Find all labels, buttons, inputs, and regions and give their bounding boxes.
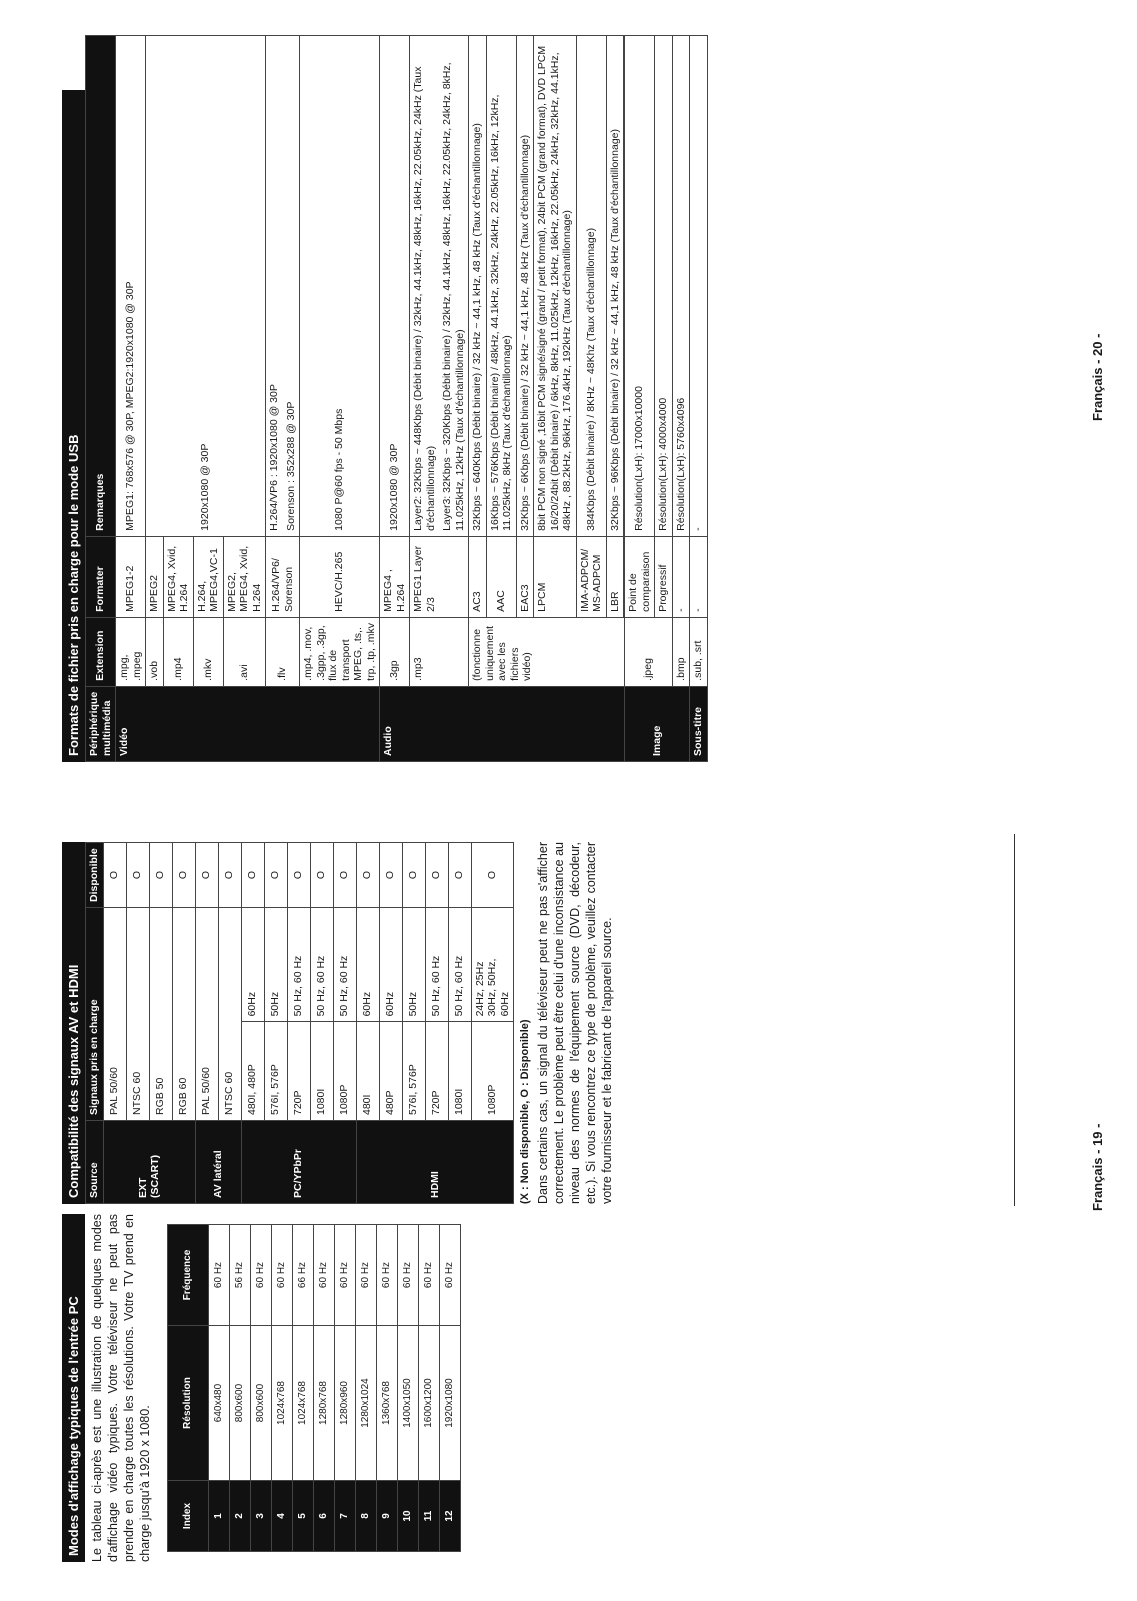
signal-cell: 1080I bbox=[448, 1022, 471, 1121]
table-row bbox=[251, 1225, 272, 1552]
table-row bbox=[377, 1225, 398, 1552]
table-row bbox=[356, 843, 379, 1204]
format-cell: MPEG1-2 bbox=[116, 536, 146, 617]
signal-cell: 480I bbox=[356, 1022, 379, 1121]
index-cell: 8 bbox=[356, 1481, 377, 1552]
index-cell: 2 bbox=[230, 1481, 251, 1552]
remarks-cell: Résolution(LxH): 17000x10000 bbox=[625, 36, 655, 537]
ext-cell: .jpeg bbox=[625, 617, 673, 686]
format-cell: Progressif bbox=[655, 536, 673, 617]
ext-cell: .vob bbox=[146, 617, 164, 686]
signal-cell: 1080I bbox=[310, 1022, 333, 1121]
frequency-cell: 60Hz bbox=[379, 908, 402, 1022]
availability-cell: O bbox=[195, 843, 218, 908]
remarks-cell: 16Kbps ~ 576Kbps (Débit binaire) / 48kHz, 44.1kHz, 32kHz, 24kHz, 22.05kHz, 16kHz, 12kHz, 11.025kHz, 8kHz (Taux d'échantillonnage) bbox=[486, 36, 516, 537]
usb-formats-section bbox=[62, 35, 708, 762]
ext-cell: .sub, .srt bbox=[690, 617, 708, 686]
frequency-cell: 50 Hz, 60 Hz bbox=[287, 908, 310, 1022]
ext-cell: .mp3 bbox=[410, 617, 469, 686]
format-cell: MPEG2 bbox=[146, 536, 164, 617]
index-cell: 10 bbox=[398, 1481, 419, 1552]
resolution-cell: 1280x768 bbox=[314, 1326, 335, 1481]
format-cell: LPCM bbox=[534, 536, 577, 617]
frequency-cell: 50 Hz, 60 Hz bbox=[448, 908, 471, 1022]
source-hdmi: HDMI bbox=[356, 1121, 514, 1204]
signal-cell: PAL 50/60 bbox=[195, 908, 218, 1121]
col-index: Index bbox=[168, 1481, 209, 1552]
frequency-cell: 60 Hz bbox=[377, 1225, 398, 1326]
ext-cell: .bmp bbox=[672, 617, 690, 686]
availability-cell: O bbox=[471, 843, 514, 908]
remarks-cell: Layer2: 32Kbps ~ 448Kbps (Débit binaire) / 32kHz, 44.1kHz, 48kHz, 16kHz, 22.05kHz, 24kHz (Taux d'échantillonnage) bbox=[410, 36, 440, 537]
index-cell: 4 bbox=[272, 1481, 293, 1552]
availability-cell: O bbox=[379, 843, 402, 908]
remarks-cell: 32Kbps ~ 96Kbps (Débit binaire) / 32 kHz ~ 44,1 kHz, 48 kHz (Taux d'échantillonnage) bbox=[606, 36, 624, 537]
index-cell: 5 bbox=[293, 1481, 314, 1552]
index-cell: 11 bbox=[419, 1481, 440, 1552]
table-row bbox=[398, 1225, 419, 1552]
resolution-cell: 1280x1024 bbox=[356, 1326, 377, 1481]
signal-cell: RGB 60 bbox=[172, 908, 195, 1121]
availability-cell: O bbox=[149, 843, 172, 908]
table-row bbox=[300, 36, 380, 762]
availability-legend: (X : Non disponible, O : Disponible) bbox=[519, 1019, 531, 1204]
remarks-cell: 32Kbps ~ 6Kbps (Débit binaire) / 32 kHz ~ 44,1 kHz, 48 kHz (Taux d'échantillonnage) bbox=[516, 36, 534, 537]
resolution-cell: 640x480 bbox=[209, 1326, 230, 1481]
availability-cell: O bbox=[264, 843, 287, 908]
resolution-cell: 800x600 bbox=[230, 1326, 251, 1481]
col-source: Source bbox=[86, 1121, 104, 1204]
table-row bbox=[272, 1225, 293, 1552]
format-cell: EAC3 bbox=[516, 536, 534, 617]
signal-cell: 1080P bbox=[471, 1022, 514, 1121]
table-row bbox=[103, 843, 126, 1204]
availability-cell: O bbox=[448, 843, 471, 908]
footer-rule bbox=[1014, 834, 1015, 1206]
remarks-cell: Sorenson : 352x288 @ 30P bbox=[283, 36, 300, 537]
format-cell: IMA-ADPCM/ MS-ADPCM bbox=[576, 536, 606, 617]
frequency-cell: 60 Hz bbox=[356, 1225, 377, 1326]
format-cell: Point de comparaison bbox=[625, 536, 655, 617]
remarks-cell: 1080 P@60 fps - 50 Mbps bbox=[300, 36, 380, 537]
index-cell: 3 bbox=[251, 1481, 272, 1552]
index-cell: 1 bbox=[209, 1481, 230, 1552]
av-hdmi-title: Compatibilité des signaux AV et HDMI bbox=[62, 842, 85, 1204]
frequency-cell: 60 Hz bbox=[314, 1225, 335, 1326]
av-hdmi-table bbox=[85, 842, 514, 1204]
table-row bbox=[293, 1225, 314, 1552]
format-cell: LBR bbox=[606, 536, 624, 617]
format-cell: MPEG2, MPEG4, Xvid, H.264 bbox=[223, 536, 266, 617]
signal-cell: 1080P bbox=[333, 1022, 356, 1121]
format-cell: HEVC/H.265 bbox=[300, 536, 380, 617]
col-extension: Extension bbox=[86, 617, 116, 686]
frequency-cell: 60 Hz bbox=[398, 1225, 419, 1326]
index-cell: 12 bbox=[440, 1481, 461, 1552]
col-available: Disponible bbox=[86, 843, 104, 908]
format-cell: MPEG4 , H.264 bbox=[380, 536, 410, 617]
col-remarks: Remarques bbox=[86, 36, 116, 537]
index-cell: 7 bbox=[335, 1481, 356, 1552]
compat-note: Dans certains cas, un signal du téléviseur peut ne pas s'afficher correctement. Le problème peut être celui d'une inconsistance au niveau des normes de l'équipement source (DVD, décodeur, etc.). Si vous rencontrez ce type de problème, veuillez contacter votre fournisseur et le fabricant de l'appareil source. bbox=[536, 842, 614, 1204]
remarks-cell: 32Kbps ~ 640Kbps (Débit binaire) / 32 kHz ~ 44,1 kHz, 48 kHz (Taux d'échantillonnage) bbox=[469, 36, 487, 537]
remarks-cell: Résolution(LxH): 4000x4000 bbox=[655, 36, 673, 537]
table-row bbox=[335, 1225, 356, 1552]
remarks-cell: 384Kbps (Débit binaire) / 8KHz ~ 48Khz (Taux d'échantillonnage) bbox=[576, 36, 606, 537]
format-cell: AC3 bbox=[469, 536, 487, 617]
signal-cell: 720P bbox=[425, 1022, 448, 1121]
signal-cell: 480I, 480P bbox=[241, 1022, 264, 1121]
table-row bbox=[440, 1225, 461, 1552]
signal-cell: NTSC 60 bbox=[126, 908, 149, 1121]
ext-cell: .mkv bbox=[193, 617, 223, 686]
page-19 bbox=[0, 801, 1137, 1601]
frequency-cell: 56 Hz bbox=[230, 1225, 251, 1326]
frequency-cell: 66 Hz bbox=[293, 1225, 314, 1326]
format-cell: - bbox=[690, 536, 708, 617]
availability-cell: O bbox=[103, 843, 126, 908]
table-row bbox=[230, 1225, 251, 1552]
signal-cell: 576I, 576P bbox=[264, 1022, 287, 1121]
signal-cell: RGB 50 bbox=[149, 908, 172, 1121]
signal-cell: 720P bbox=[287, 1022, 310, 1121]
ext-cell: .mp4 bbox=[163, 617, 193, 686]
format-cell: H.264, MPEG4,VC-1 bbox=[193, 536, 223, 617]
pc-modes-rows bbox=[209, 1225, 461, 1552]
table-row bbox=[314, 1225, 335, 1552]
category-image: Image bbox=[625, 686, 690, 761]
remarks-cell: H.264/VP6 : 1920x1080 @ 30P bbox=[266, 36, 283, 537]
table-row bbox=[195, 843, 218, 1204]
resolution-cell: 1600x1200 bbox=[419, 1326, 440, 1481]
page-number-20: Français - 20 - bbox=[1090, 333, 1105, 421]
ext-cell: (fonctionne uniquement avec les fichiers vidéo) bbox=[469, 617, 625, 686]
frequency-cell: 60 Hz bbox=[335, 1225, 356, 1326]
remarks-cell: MPEG1: 768x576 @ 30P, MPEG2:1920x1080 @ 30P bbox=[116, 36, 146, 537]
ext-cell: .mpg, .mpeg bbox=[116, 617, 146, 686]
availability-cell: O bbox=[287, 843, 310, 908]
ext-cell: .flv bbox=[266, 617, 300, 686]
availability-cell: O bbox=[241, 843, 264, 908]
signal-cell: 576I, 576P bbox=[402, 1022, 425, 1121]
format-cell: - bbox=[672, 536, 690, 617]
frequency-cell: 60 Hz bbox=[251, 1225, 272, 1326]
table-row bbox=[380, 36, 410, 762]
availability-cell: O bbox=[402, 843, 425, 908]
format-cell: MPEG1 Layer 2/3 bbox=[410, 536, 469, 617]
resolution-cell: 1280x960 bbox=[335, 1326, 356, 1481]
frequency-cell: 24Hz, 25Hz 30Hz, 50Hz, 60Hz bbox=[471, 908, 514, 1022]
col-media: Périphérique multimédia bbox=[86, 686, 116, 761]
format-cell: H.264/VP6/ Sorenson bbox=[266, 536, 300, 617]
availability-cell: O bbox=[126, 843, 149, 908]
ext-cell: .mp4, .mov, .3gpp, .3gp, flux de transport MPEG, .ts,. trp, .tp, .mkv bbox=[300, 617, 380, 686]
availability-cell: O bbox=[356, 843, 379, 908]
pc-modes-table bbox=[167, 1224, 461, 1552]
table-row bbox=[625, 36, 655, 762]
frequency-cell: 50 Hz, 60 Hz bbox=[310, 908, 333, 1022]
table-row bbox=[146, 36, 164, 762]
remarks-cell: 8bit PCM non signé ,16bit PCM signé/signé (grand / petit format), 24bit PCM (grand format), DVD LPCM 16/20/24bit (Débit binaire) / 6kHz, 8kHz, 11.025kHz, 12kHz, 16kHz, 22.05kHz, 24kHz, 32kHz, 44.1kHz, 48kHz , 88.2kHz, 96kHz, 176.4kHz, 192kHz (Taux d'échantillonnage) bbox=[534, 36, 577, 537]
resolution-cell: 800x600 bbox=[251, 1326, 272, 1481]
col-format: Formater bbox=[86, 536, 116, 617]
availability-cell: O bbox=[333, 843, 356, 908]
availability-cell: O bbox=[172, 843, 195, 908]
signal-cell: PAL 50/60 bbox=[103, 908, 126, 1121]
resolution-cell: 1024x768 bbox=[272, 1326, 293, 1481]
format-cell: MPEG4, Xvid, H.264 bbox=[163, 536, 193, 617]
frequency-cell: 50 Hz, 60 Hz bbox=[333, 908, 356, 1022]
index-cell: 6 bbox=[314, 1481, 335, 1552]
category-audio: Audio bbox=[380, 686, 625, 761]
frequency-cell: 60 Hz bbox=[209, 1225, 230, 1326]
page-number-19: Français - 19 - bbox=[1090, 1123, 1105, 1211]
table-row bbox=[116, 36, 146, 762]
ext-cell: .avi bbox=[223, 617, 266, 686]
table-row bbox=[410, 36, 440, 762]
frequency-cell: 60 Hz bbox=[440, 1225, 461, 1326]
availability-cell: O bbox=[218, 843, 241, 908]
usb-formats-table bbox=[85, 35, 708, 762]
frequency-cell: 60Hz bbox=[241, 908, 264, 1022]
col-frequency: Fréquence bbox=[168, 1225, 209, 1326]
source-av: AV latéral bbox=[195, 1121, 241, 1204]
pc-modes-intro: Le tableau ci-après est une illustration de quelques modes d'affichage vidéo typiques. Votre téléviseur ne peut pas prendre en charge toutes les résolutions. Votre TV prend en charge jusqu'à 1920 x 1080. bbox=[90, 1214, 152, 1562]
frequency-cell: 50 Hz, 60 Hz bbox=[425, 908, 448, 1022]
signal-cell: NTSC 60 bbox=[218, 908, 241, 1121]
frequency-cell: 50Hz bbox=[264, 908, 287, 1022]
table-row bbox=[356, 1225, 377, 1552]
table-row bbox=[241, 843, 264, 1204]
remarks-cell: 1920x1080 @ 30P bbox=[380, 36, 410, 537]
remarks-cell: 1920x1080 @ 30P bbox=[146, 36, 266, 537]
signal-cell: 480P bbox=[379, 1022, 402, 1121]
source-pc: PC/YPbPr bbox=[241, 1121, 356, 1204]
table-row bbox=[419, 1225, 440, 1552]
usb-formats-title: Formats de fichier pris en charge pour le mode USB bbox=[62, 90, 85, 762]
format-cell: AAC bbox=[486, 536, 516, 617]
resolution-cell: 1024x768 bbox=[293, 1326, 314, 1481]
resolution-cell: 1400x1050 bbox=[398, 1326, 419, 1481]
frequency-cell: 60 Hz bbox=[419, 1225, 440, 1326]
table-row bbox=[469, 36, 487, 762]
availability-cell: O bbox=[425, 843, 448, 908]
remarks-cell: Résolution(LxH): 5760x4096 bbox=[672, 36, 690, 537]
category-video: Vidéo bbox=[116, 686, 380, 761]
table-row bbox=[266, 36, 283, 762]
ext-cell: .3gp bbox=[380, 617, 410, 686]
frequency-cell: 60 Hz bbox=[272, 1225, 293, 1326]
remarks-cell: - bbox=[690, 36, 708, 537]
resolution-cell: 1920x1080 bbox=[440, 1326, 461, 1481]
table-row bbox=[209, 1225, 230, 1552]
pc-modes-title: Modes d'affichage typiques de l'entrée PC bbox=[62, 1214, 85, 1562]
col-signals: Signaux pris en charge bbox=[86, 908, 104, 1121]
remarks-cell: Layer3: 32Kbps ~ 320Kbps (Débit binaire) / 32kHz, 44.1kHz, 48kHz, 16kHz, 22.05kHz, 24kHz, 8kHz, 11.025kHz, 12kHz (Taux d'échantillonnage) bbox=[439, 36, 469, 537]
source-ext: EXT (SCART) bbox=[103, 1121, 195, 1204]
index-cell: 9 bbox=[377, 1481, 398, 1552]
availability-cell: O bbox=[310, 843, 333, 908]
col-resolution: Résolution bbox=[168, 1326, 209, 1481]
resolution-cell: 1360x768 bbox=[377, 1326, 398, 1481]
frequency-cell: 60Hz bbox=[356, 908, 379, 1022]
category-subtitle: Sous-titre bbox=[690, 686, 708, 761]
pc-modes-section bbox=[62, 1214, 461, 1562]
av-hdmi-section bbox=[62, 842, 615, 1204]
table-row bbox=[672, 36, 690, 762]
table-row bbox=[690, 36, 708, 762]
av-hdmi-rows bbox=[103, 843, 514, 1204]
frequency-cell: 50Hz bbox=[402, 908, 425, 1022]
